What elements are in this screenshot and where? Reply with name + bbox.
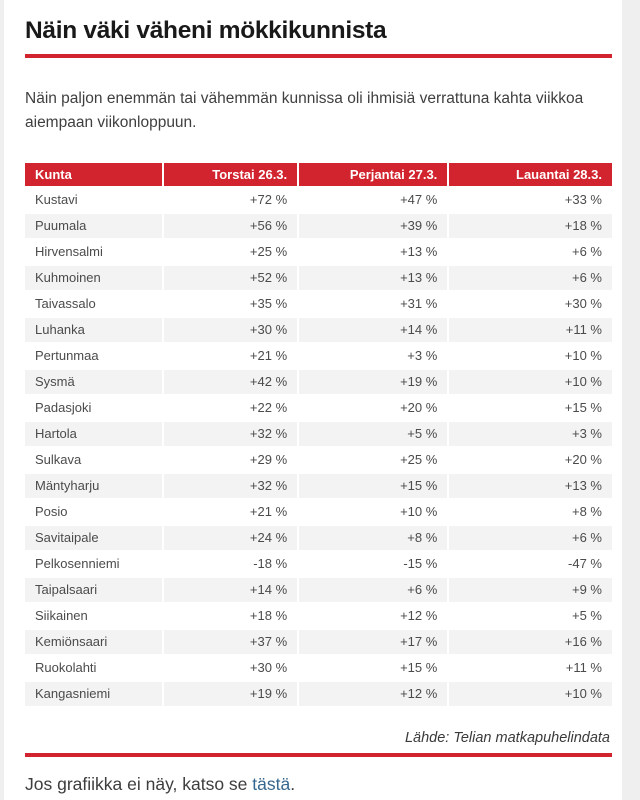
table-row — [25, 240, 612, 264]
value-cell: +25 % — [299, 448, 447, 472]
widget-title: Näin väki väheni mökkikunnista — [25, 17, 387, 44]
value-cell: +10 % — [449, 682, 612, 706]
source-caption: Lähde: Telian matkapuhelindata — [404, 730, 610, 746]
value-cell: +35 % — [164, 292, 298, 316]
column-header-3: Lauantai 28.3. — [449, 163, 612, 186]
municipality-cell: Pelkosenniemi — [25, 552, 162, 576]
value-cell: +15 % — [449, 396, 612, 420]
table-row — [25, 526, 612, 550]
value-cell: +6 % — [449, 240, 612, 264]
value-cell: +30 % — [164, 318, 298, 342]
value-cell: +21 % — [164, 500, 298, 524]
value-cell: +33 % — [449, 188, 612, 212]
municipality-cell: Mäntyharju — [25, 474, 162, 498]
table-row — [25, 604, 612, 628]
table-row — [25, 318, 612, 342]
municipality-cell: Kustavi — [25, 188, 162, 212]
value-cell: +12 % — [299, 604, 447, 628]
value-cell: +22 % — [164, 396, 298, 420]
table-row — [25, 292, 612, 316]
table-row — [25, 474, 612, 498]
value-cell: +52 % — [164, 266, 298, 290]
value-cell: +18 % — [449, 214, 612, 238]
fallback-suffix: . — [290, 774, 296, 794]
table-row — [25, 266, 612, 290]
municipality-cell: Sysmä — [25, 370, 162, 394]
municipality-cell: Kemiönsaari — [25, 630, 162, 654]
value-cell: +13 % — [299, 240, 447, 264]
bottom-divider — [25, 753, 612, 757]
value-cell: -15 % — [299, 552, 447, 576]
table-row — [25, 578, 612, 602]
value-cell: +39 % — [299, 214, 447, 238]
fallback-prefix: Jos grafiikka ei näy, katso se — [25, 774, 253, 794]
column-header-0: Kunta — [25, 163, 162, 186]
value-cell: +16 % — [449, 630, 612, 654]
value-cell: +8 % — [449, 500, 612, 524]
municipality-cell: Taipalsaari — [25, 578, 162, 602]
value-cell: +9 % — [449, 578, 612, 602]
municipality-cell: Posio — [25, 500, 162, 524]
value-cell: +5 % — [299, 422, 447, 446]
value-cell: +72 % — [164, 188, 298, 212]
fallback-text — [25, 774, 622, 795]
fallback-link[interactable]: tästä — [252, 774, 291, 794]
municipality-cell: Hirvensalmi — [25, 240, 162, 264]
value-cell: +30 % — [164, 656, 298, 680]
table-row — [25, 682, 612, 706]
value-cell: +6 % — [299, 578, 447, 602]
value-cell: +13 % — [449, 474, 612, 498]
table-row — [25, 552, 612, 576]
value-cell: +29 % — [164, 448, 298, 472]
value-cell: -18 % — [164, 552, 298, 576]
value-cell: +6 % — [449, 526, 612, 550]
municipality-cell: Pertunmaa — [25, 344, 162, 368]
value-cell: +20 % — [299, 396, 447, 420]
value-cell: +19 % — [164, 682, 298, 706]
municipality-cell: Sulkava — [25, 448, 162, 472]
table-row — [25, 214, 612, 238]
value-cell: +14 % — [164, 578, 298, 602]
value-cell: +3 % — [299, 344, 447, 368]
municipality-cell: Padasjoki — [25, 396, 162, 420]
table-row — [25, 656, 612, 680]
value-cell: +31 % — [299, 292, 447, 316]
municipality-data-table — [23, 161, 614, 708]
value-cell: +10 % — [449, 370, 612, 394]
value-cell: +15 % — [299, 474, 447, 498]
table-row — [25, 370, 612, 394]
value-cell: +5 % — [449, 604, 612, 628]
table-header-row — [25, 163, 612, 186]
value-cell: +24 % — [164, 526, 298, 550]
value-cell: +15 % — [299, 656, 447, 680]
table-row — [25, 188, 612, 212]
value-cell: +10 % — [449, 344, 612, 368]
municipality-cell: Hartola — [25, 422, 162, 446]
table-row — [25, 630, 612, 654]
value-cell: +56 % — [164, 214, 298, 238]
value-cell: +8 % — [299, 526, 447, 550]
value-cell: +21 % — [164, 344, 298, 368]
value-cell: +47 % — [299, 188, 447, 212]
article-column — [4, 0, 622, 800]
value-cell: +11 % — [449, 656, 612, 680]
municipality-cell: Kuhmoinen — [25, 266, 162, 290]
value-cell: +20 % — [449, 448, 612, 472]
value-cell: +32 % — [164, 474, 298, 498]
table-row — [25, 422, 612, 446]
value-cell: +10 % — [299, 500, 447, 524]
table-body — [25, 188, 612, 706]
table-row — [25, 344, 612, 368]
value-cell: +32 % — [164, 422, 298, 446]
municipality-cell: Taivassalo — [25, 292, 162, 316]
municipality-cell: Kangasniemi — [25, 682, 162, 706]
column-header-2: Perjantai 27.3. — [299, 163, 447, 186]
value-cell: +12 % — [299, 682, 447, 706]
widget-description: Näin paljon enemmän tai vähemmän kunnissa oli ihmisiä verrattuna kahta viikkoa aiempaan viikonloppuun. — [25, 90, 584, 131]
municipality-cell: Luhanka — [25, 318, 162, 342]
value-cell: +11 % — [449, 318, 612, 342]
value-cell: -47 % — [449, 552, 612, 576]
value-cell: +3 % — [449, 422, 612, 446]
value-cell: +17 % — [299, 630, 447, 654]
value-cell: +30 % — [449, 292, 612, 316]
municipality-cell: Savitaipale — [25, 526, 162, 550]
column-header-1: Torstai 26.3. — [164, 163, 298, 186]
municipality-cell: Siikainen — [25, 604, 162, 628]
value-cell: +13 % — [299, 266, 447, 290]
value-cell: +37 % — [164, 630, 298, 654]
value-cell: +19 % — [299, 370, 447, 394]
municipality-cell: Ruokolahti — [25, 656, 162, 680]
statistics-widget — [4, 0, 622, 757]
value-cell: +6 % — [449, 266, 612, 290]
value-cell: +25 % — [164, 240, 298, 264]
table-row — [25, 396, 612, 420]
table-row — [25, 500, 612, 524]
municipality-cell: Puumala — [25, 214, 162, 238]
value-cell: +42 % — [164, 370, 298, 394]
table-row — [25, 448, 612, 472]
top-divider — [25, 54, 612, 58]
value-cell: +18 % — [164, 604, 298, 628]
value-cell: +14 % — [299, 318, 447, 342]
